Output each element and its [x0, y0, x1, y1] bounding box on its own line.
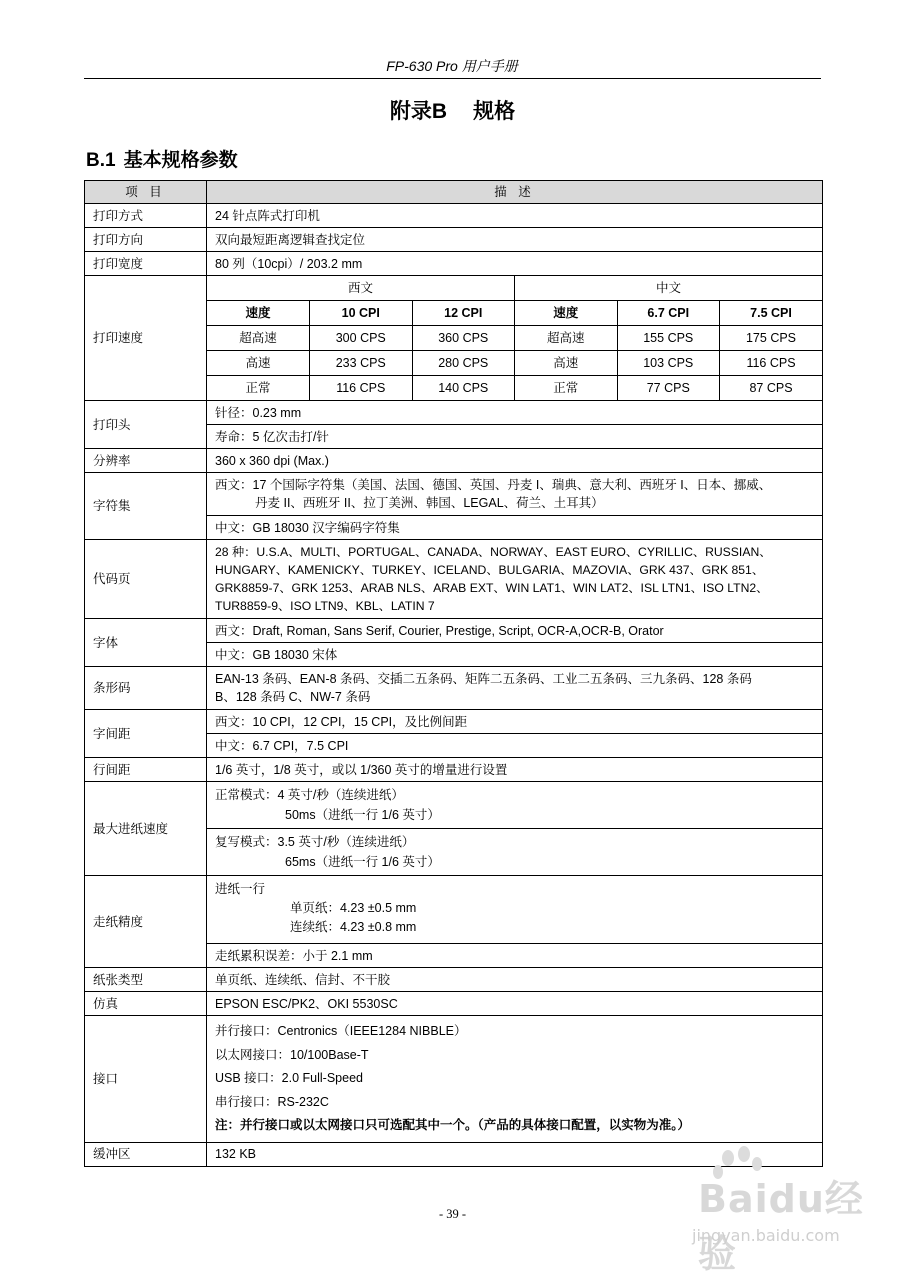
- row-value: 双向最短距离逻辑查找定位: [207, 228, 823, 252]
- row-value: 1/6 英寸，1/8 英寸，或以 1/360 英寸的增量进行设置: [207, 758, 823, 782]
- col-desc-header: 描 述: [207, 181, 823, 204]
- speed-cell-value: 300 CPS: [310, 326, 413, 351]
- speed-header: 7.5 CPI: [720, 301, 823, 326]
- row-value: EPSON ESC/PK2、OKI 5530SC: [207, 992, 823, 1016]
- speed-cell-value: 高速: [515, 351, 618, 376]
- speed-cell-value: 103 CPS: [617, 351, 720, 376]
- table-row: [85, 449, 823, 473]
- row-value: [207, 473, 823, 516]
- table-row: [85, 876, 823, 944]
- watermark-url: jingyan.baidu.com: [692, 1226, 840, 1245]
- speed-group-western: 西文: [207, 276, 515, 301]
- table-row: [85, 540, 823, 619]
- running-header: FP-630 Pro 用户手册: [386, 58, 518, 74]
- speed-cell-value: 116 CPS: [310, 376, 413, 401]
- speed-cell-value: 140 CPS: [412, 376, 515, 401]
- row-label: 最大进纸速度: [85, 782, 207, 876]
- row-value: 132 KB: [207, 1142, 823, 1166]
- appendix-name: 规格: [473, 100, 516, 123]
- row-value: 寿命：5 亿次击打/针: [207, 425, 823, 449]
- row-label: 代码页: [85, 540, 207, 619]
- speed-cell-value: 正常: [207, 376, 310, 401]
- row-label: 打印宽度: [85, 252, 207, 276]
- appendix-label: 附录B: [389, 100, 448, 123]
- row-value: [207, 829, 823, 876]
- table-row: [85, 710, 823, 734]
- speed-group-chinese: 中文: [515, 276, 823, 301]
- speed-header: 6.7 CPI: [617, 301, 720, 326]
- section-heading: [86, 145, 238, 172]
- row-value: 24 针点阵式打印机: [207, 204, 823, 228]
- row-label: 纸张类型: [85, 968, 207, 992]
- table-row: [85, 968, 823, 992]
- table-row: [85, 473, 823, 516]
- row-value: [207, 1016, 823, 1143]
- interface-parallel: 并行接口：Centronics（IEEE1284 NIBBLE）: [215, 1024, 467, 1038]
- table-row: [85, 276, 823, 401]
- interface-serial: 串行接口：RS-232C: [215, 1094, 329, 1109]
- speed-cell-value: 360 CPS: [412, 326, 515, 351]
- row-value: 中文：GB 18030 汉字编码字符集: [207, 516, 823, 540]
- speed-cell-value: 高速: [207, 351, 310, 376]
- row-label: 条形码: [85, 667, 207, 710]
- speed-table: [207, 276, 822, 400]
- table-row: [85, 252, 823, 276]
- table-row: [85, 228, 823, 252]
- speed-header: 速度: [515, 301, 618, 326]
- speed-cell-value: 280 CPS: [412, 351, 515, 376]
- row-value: 360 x 360 dpi (Max.): [207, 449, 823, 473]
- row-value: [207, 667, 823, 710]
- interface-usb: USB 接口：2.0 Full-Speed: [215, 1071, 363, 1085]
- spec-table: [84, 180, 823, 1167]
- row-label: 打印方向: [85, 228, 207, 252]
- row-value: 中文：GB 18030 宋体: [207, 643, 823, 667]
- row-value: 单页纸、连续纸、信封、不干胶: [207, 968, 823, 992]
- table-row: [85, 782, 823, 829]
- speed-cell-value: 116 CPS: [720, 351, 823, 376]
- codepage-line: 28 种：U.S.A、MULTI、PORTUGAL、CANADA、NORWAY、EAST EURO、CYRILLIC、RUSSIAN、: [215, 545, 772, 559]
- accuracy-line: 单页纸：4.23 ±0.5 mm: [290, 901, 417, 915]
- page-number: - 39 -: [438, 1207, 467, 1221]
- codepage-line: TUR8859-9、ISO LTN9、KBL、LATIN 7: [215, 599, 435, 613]
- accuracy-line: 进纸一行: [215, 882, 266, 896]
- row-value: [207, 540, 823, 619]
- row-value: 走纸累积误差：小于 2.1 mm: [207, 944, 823, 968]
- feed-normal-line2: 50ms（进纸一行 1/6 英寸）: [285, 808, 440, 822]
- feed-normal-line1: 正常模式：4 英寸/秒（连续进纸）: [215, 788, 404, 802]
- table-row: [85, 204, 823, 228]
- row-label: 字间距: [85, 710, 207, 758]
- row-value: 西文：Draft, Roman, Sans Serif, Courier, Prestige, Script, OCR-A,OCR-B, Orator: [207, 619, 823, 643]
- row-label: 行间距: [85, 758, 207, 782]
- baidu-watermark: [640, 1148, 870, 1276]
- speed-cell-value: 超高速: [207, 326, 310, 351]
- row-label: 字体: [85, 619, 207, 667]
- table-row: [85, 1016, 823, 1143]
- speed-header: 10 CPI: [310, 301, 413, 326]
- row-label: 字符集: [85, 473, 207, 540]
- speed-cell-value: 233 CPS: [310, 351, 413, 376]
- row-label: 分辨率: [85, 449, 207, 473]
- speed-cell-value: 超高速: [515, 326, 618, 351]
- speed-cell-value: 77 CPS: [617, 376, 720, 401]
- row-label: 打印头: [85, 401, 207, 449]
- barcode-line: EAN-13 条码、EAN-8 条码、交插二五条码、矩阵二五条码、工业二五条码、三九条码、128 条码: [215, 672, 752, 686]
- row-value: 西文：10 CPI，12 CPI，15 CPI，及比例间距: [207, 710, 823, 734]
- speed-cell: [207, 276, 823, 401]
- table-row: [85, 758, 823, 782]
- table-row: [85, 401, 823, 425]
- row-value: 针径：0.23 mm: [207, 401, 823, 425]
- table-row: [85, 667, 823, 710]
- row-label: 仿真: [85, 992, 207, 1016]
- table-row: [85, 619, 823, 643]
- appendix-title: [0, 95, 905, 125]
- section-number: B.1: [86, 150, 116, 171]
- barcode-line: B、128 条码 C、NW-7 条码: [215, 690, 371, 704]
- codepage-line: GRK8859-7、GRK 1253、ARAB NLS、ARAB EXT、WIN LAT1、WIN LAT2、ISL LTN1、ISO LTN2、: [215, 581, 769, 595]
- row-value: 中文：6.7 CPI，7.5 CPI: [207, 734, 823, 758]
- row-label: 走纸精度: [85, 876, 207, 968]
- section-name: 基本规格参数: [123, 150, 238, 171]
- row-label: 缓冲区: [85, 1142, 207, 1166]
- row-value: 80 列（10cpi）/ 203.2 mm: [207, 252, 823, 276]
- table-header-row: [85, 181, 823, 204]
- speed-cell-value: 正常: [515, 376, 618, 401]
- speed-header: 速度: [207, 301, 310, 326]
- feed-copy-line2: 65ms（进纸一行 1/6 英寸）: [285, 855, 440, 869]
- speed-cell-value: 87 CPS: [720, 376, 823, 401]
- charset-western-line2: 丹麦 II、西班牙 II、拉丁美洲、韩国、LEGAL、荷兰、土耳其）: [255, 496, 604, 510]
- col-item-header: 项 目: [85, 181, 207, 204]
- feed-copy-line1: 复写模式：3.5 英寸/秒（连续进纸）: [215, 835, 415, 849]
- table-row: [85, 992, 823, 1016]
- accuracy-line: 连续纸：4.23 ±0.8 mm: [290, 920, 417, 934]
- header-rule: [84, 78, 821, 79]
- charset-western-line1: 西文：17 个国际字符集（美国、法国、德国、英国、丹麦 I、瑞典、意大利、西班牙 I、日本、挪威、: [215, 478, 772, 492]
- speed-header: 12 CPI: [412, 301, 515, 326]
- speed-cell-value: 155 CPS: [617, 326, 720, 351]
- row-label: 打印方式: [85, 204, 207, 228]
- row-value: [207, 876, 823, 944]
- row-label: 接口: [85, 1016, 207, 1143]
- row-value: [207, 782, 823, 829]
- watermark-brand: Baidu经验: [698, 1177, 864, 1276]
- row-label: 打印速度: [85, 276, 207, 401]
- interface-ethernet: 以太网接口：10/100Base-T: [215, 1047, 369, 1062]
- speed-cell-value: 175 CPS: [720, 326, 823, 351]
- codepage-line: HUNGARY、KAMENICKY、TURKEY、ICELAND、BULGARIA、MAZOVIA、GRK 437、GRK 851、: [215, 563, 765, 577]
- interface-note: 注：并行接口或以太网接口只可选配其中一个。（产品的具体接口配置，以实物为准。）: [215, 1118, 691, 1132]
